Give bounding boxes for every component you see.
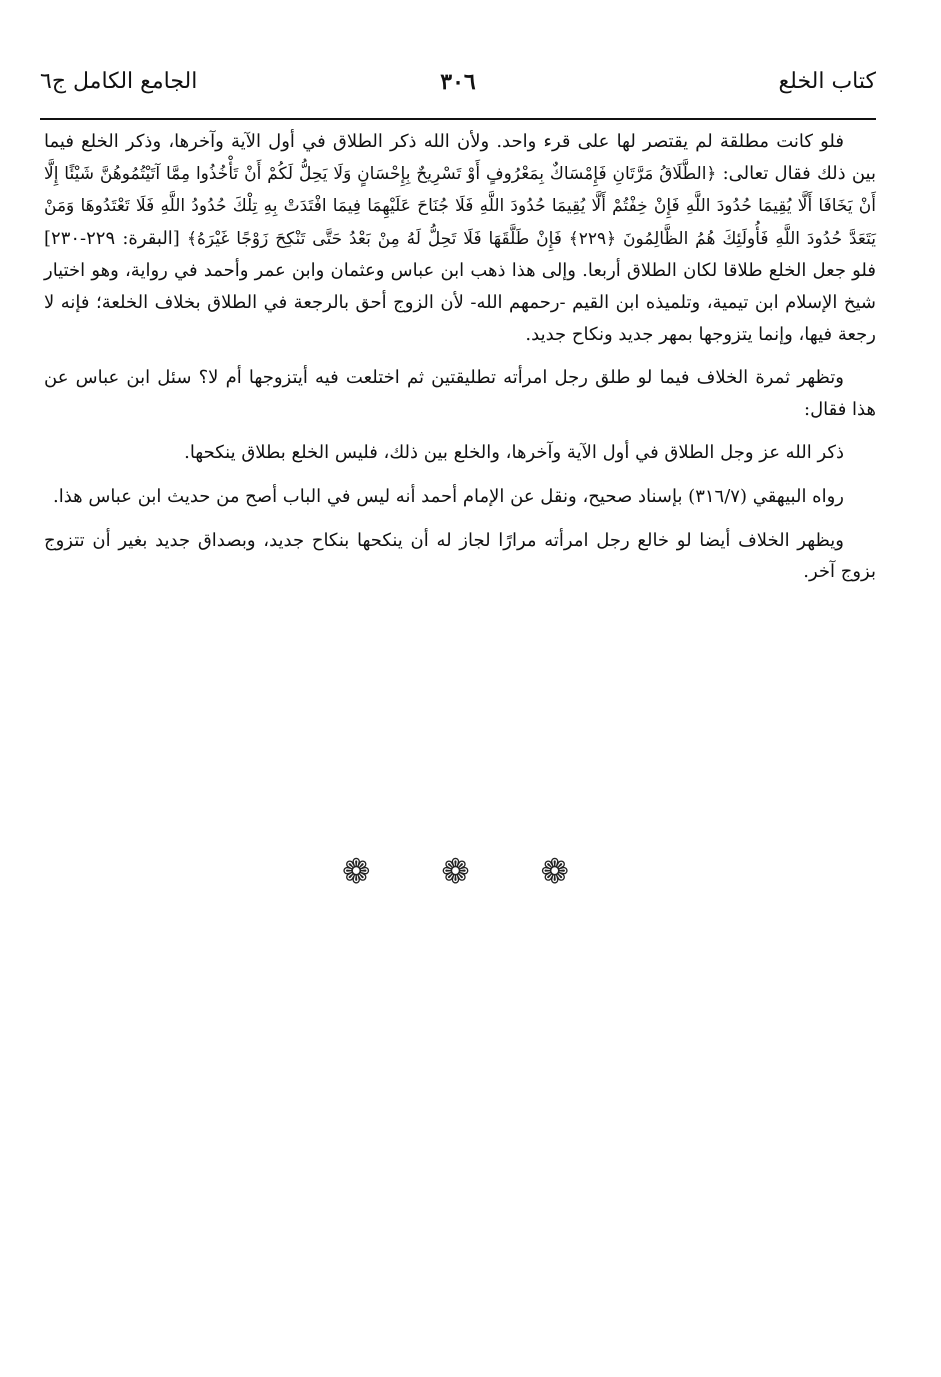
page-header: [40, 66, 876, 106]
paragraph-3: ذكر الله عز وجل الطلاق في أول الآية وآخرها، والخلع بين ذلك، فليس الخلع بطلاق ينكحها.: [184, 442, 844, 464]
paragraph-1-text-b: [البقرة: ٢٢٩-٢٣٠] فلو جعل الخلع طلاقا لكان الطلاق أربعا. وإلى هذا ذهب ابن عباس وعثمان وابن عمر وأحمد في رواية، وهو اختيار شيخ الإسلام ابن تيمية، وتلميذه ابن القيم -رحمهم الله- لأن الزوج أحق بالرجعة في الطلاق بخلاف الخلعة؛ فإنه لا رجعة فيها، وإنما يتزوجها بمهر جديد ونكاح جديد.: [44, 227, 876, 345]
page-number: ٣٠٦: [440, 69, 476, 95]
quran-verse: ﴿الطَّلَاقُ مَرَّتَانِ فَإِمْسَاكٌ بِمَعْرُوفٍ أَوْ تَسْرِيحٌ بِإِحْسَانٍ وَلَا يَحِلُّ لَكُمْ أَنْ تَأْخُذُوا مِمَّا آتَيْتُمُوهُنَّ شَيْئًا إِلَّا أَنْ يَخَافَا أَلَّا يُقِيمَا حُدُودَ اللَّهِ فَإِنْ خِفْتُمْ أَلَّا يُقِيمَا حُدُودَ اللَّهِ فَلَا جُنَاحَ عَلَيْهِمَا فِيمَا افْتَدَتْ بِهِ تِلْكَ حُدُودُ اللَّهِ فَلَا تَعْتَدُوهَا وَمَنْ يَتَعَدَّ حُدُودَ اللَّهِ فَأُولَئِكَ هُمُ الظَّالِمُونَ ﴿٢٢٩﴾ فَإِنْ طَلَّقَهَا فَلَا تَحِلُّ لَهُ مِنْ بَعْدُ حَتَّى تَنْكِحَ زَوْجًا غَيْرَهُ﴾: [44, 163, 876, 249]
paragraph-4: رواه البيهقي (٣١٦/٧) بإسناد صحيح، ونقل عن الإمام أحمد أنه ليس في الباب أصح من حديث ابن عباس هذا.: [52, 485, 844, 507]
section-end-ornament: ❁ ❁ ❁: [341, 852, 600, 892]
volume-title: الجامع الكامل ج٦: [40, 69, 198, 94]
paragraph-1: [44, 126, 876, 350]
paragraph-1-text-a: فلو كانت مطلقة لم يقتصر لها على قرء واحد. ولأن الله ذكر الطلاق في أول الآية وآخرها، وذكر الخلع فيما بين ذلك فقال تعالى:: [44, 131, 876, 184]
header-divider: [40, 118, 876, 120]
paragraph-5: ويظهر الخلاف أيضا لو خالع رجل امرأته مرارًا لجاز له أن ينكحها بنكاح جديد، وبصداق جديد بغير أن تتزوج بزوج آخر.: [44, 529, 876, 583]
paragraph-2: وتظهر ثمرة الخلاف فيما لو طلق رجل امرأته تطليقتين ثم اختلعت فيه أيتزوجها أم لا؟ سئل ابن عباس عن هذا فقال:: [44, 367, 876, 420]
page-body: [44, 126, 876, 588]
book-title: كتاب الخلع: [778, 69, 876, 94]
